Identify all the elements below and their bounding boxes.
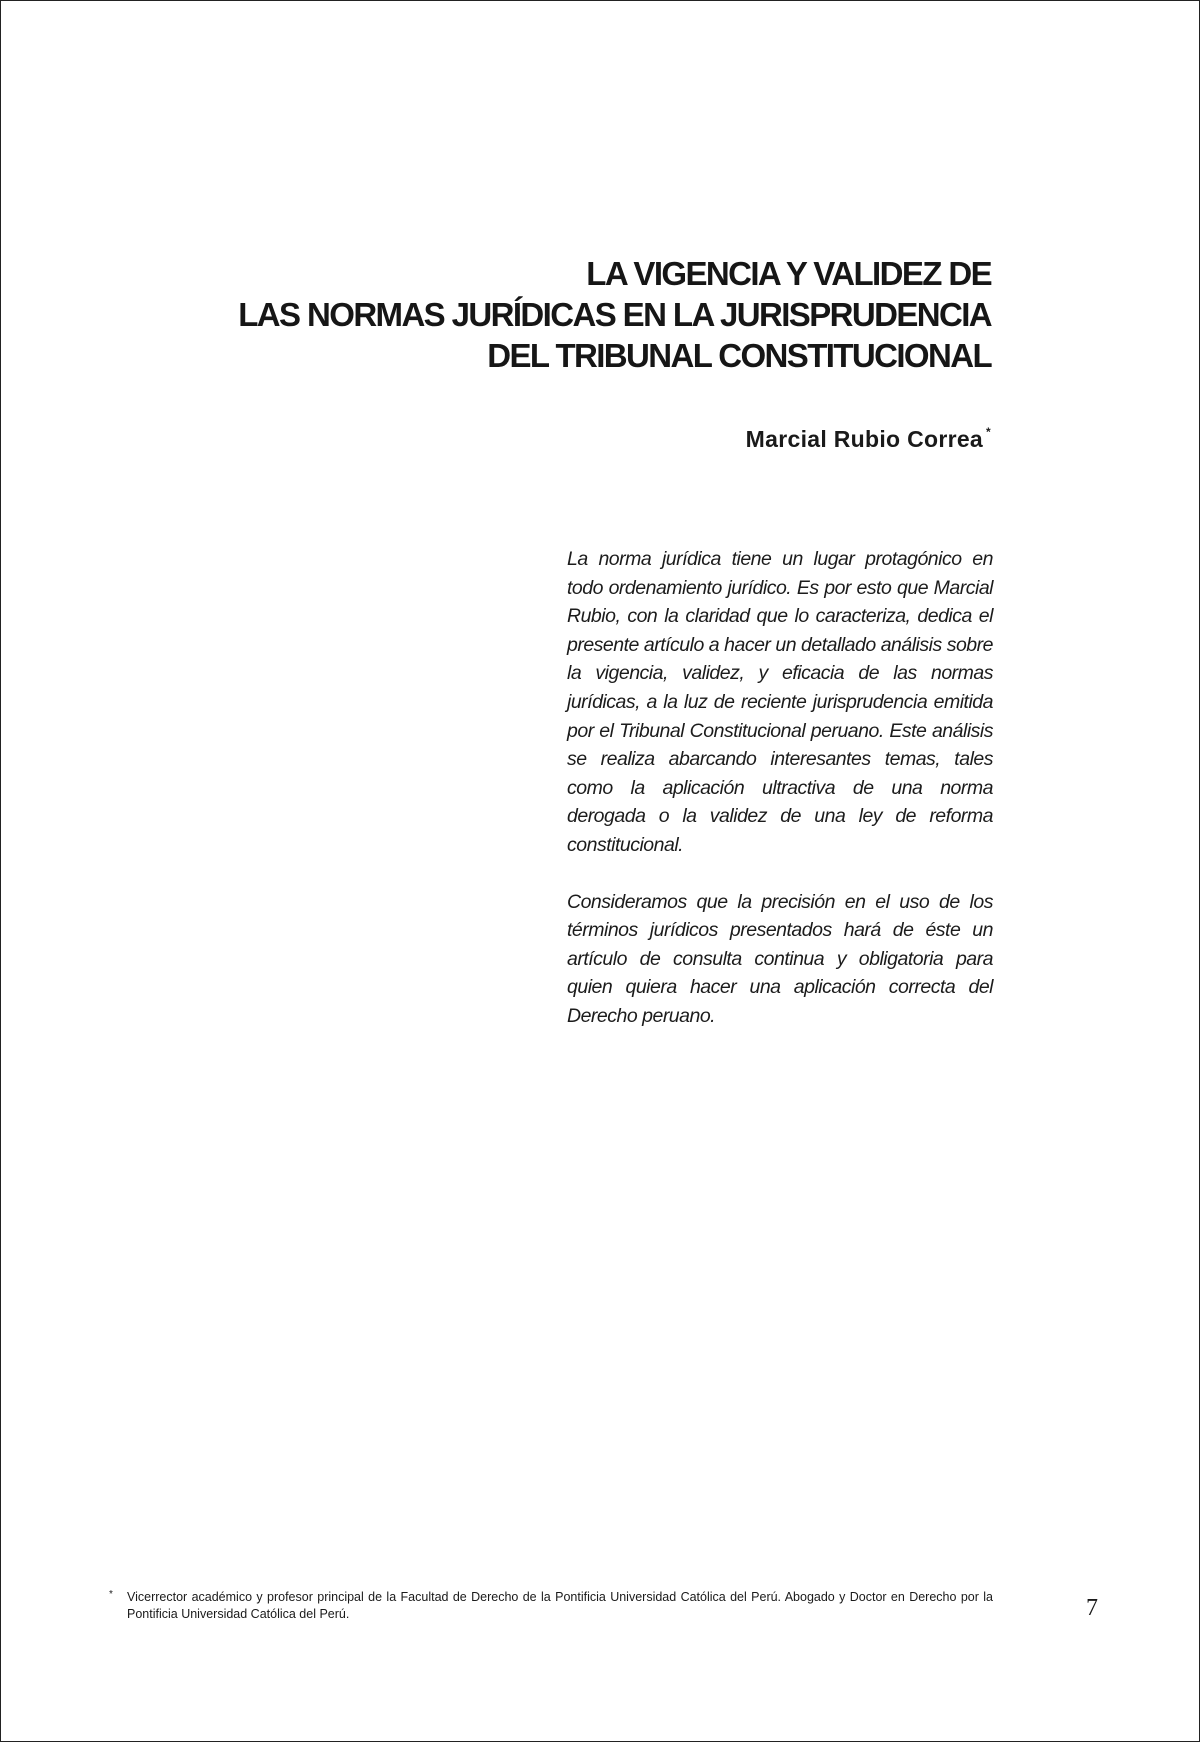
title-line: LAS NORMAS JURÍDICAS EN LA JURISPRUDENCIA (238, 296, 991, 333)
page-number: 7 (1086, 1595, 1098, 1621)
footnote (109, 1589, 993, 1623)
footnote-mark: * (109, 1589, 113, 1600)
author-footnote-mark: * (986, 425, 991, 439)
abstract-paragraph: Consideramos que la precisión en el uso de los términos jurídicos presentados hará de éste un artículo de consulta continua y obligatoria para quien quiera hacer una aplicación correcta del Derecho peruano. (567, 890, 993, 1027)
author-byline (746, 425, 991, 453)
article-title (131, 253, 991, 376)
abstract (567, 545, 993, 1059)
author-name: Marcial Rubio Correa (745, 426, 984, 452)
abstract-paragraph: La norma jurídica tiene un lugar protagónico en todo ordenamiento jurídico. Es por esto que Marcial Rubio, con la claridad que lo caracteriza, dedica el presente artículo a hacer un detallado análisis sobre la vigencia, validez, y eficacia de las normas jurídicas, a la luz de reciente jurisprudencia emitida por el Tribunal Constitucional peruano. Este análisis se realiza abarcando interesantes temas, tales como la aplicación ultractiva de una norma derogada o la validez de una ley de reforma constitucional. (567, 548, 993, 856)
footnote-text: Vicerrector académico y profesor principal de la Facultad de Derecho de la Pontificia Universidad Católica del Perú. Abogado y Doctor en Derecho por la Pontificia Universidad Católica del Perú. (127, 1590, 993, 1621)
title-line: DEL TRIBUNAL CONSTITUCIONAL (487, 337, 991, 374)
title-line: LA VIGENCIA Y VALIDEZ DE (586, 255, 991, 292)
